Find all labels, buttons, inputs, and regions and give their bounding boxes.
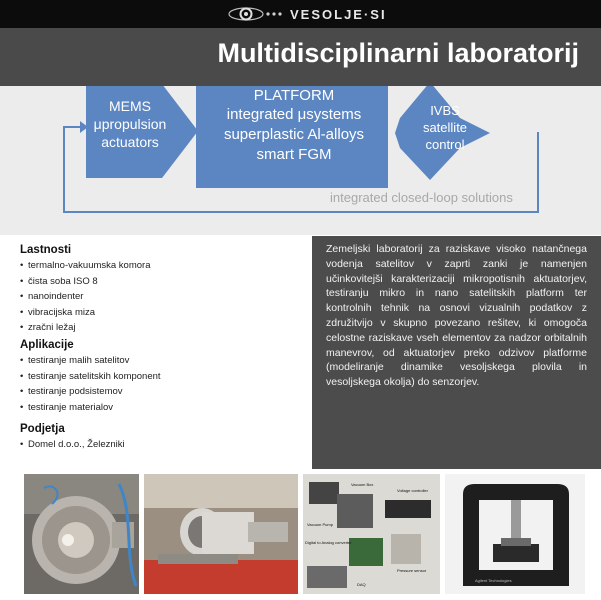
vacuum-chamber-image xyxy=(24,474,139,594)
podjetja-heading: Podjetja xyxy=(20,423,65,436)
list-item: • termalno-vakuumska komora xyxy=(20,258,300,274)
lab-setup-image xyxy=(303,474,440,594)
box-center-line: smart FGM xyxy=(256,146,332,163)
box-right-line: satellite xyxy=(422,120,468,135)
aplikacije-heading: Aplikacije xyxy=(20,338,74,351)
list-item: • zračni ležaj xyxy=(20,320,300,336)
list-item: • testiranje satelitskih komponent xyxy=(20,369,300,385)
lastnosti-heading: Lastnosti xyxy=(20,244,72,256)
top-bar xyxy=(0,0,601,28)
lab-label: Voltage controller xyxy=(397,488,428,493)
nanoindenter-brand: Agilent Technologies xyxy=(475,578,512,583)
box-right-line: IVBS xyxy=(430,103,460,118)
lab-label: Digital to Analog converter xyxy=(305,540,352,545)
list-item: • testiranje podsistemov xyxy=(20,384,300,400)
loop-label: integrated closed-loop solutions xyxy=(330,190,513,205)
podjetja-list xyxy=(20,437,300,453)
list-item: • testiranje materialov xyxy=(20,400,300,416)
photo-strip xyxy=(24,474,590,600)
box-center-line: integrated μsystems xyxy=(226,106,362,123)
description-text: Zemeljski laboratorij za raziskave visoko natančnega vodenja satelitov v zaprti zanki je namenjen učinkovitejši karakterizaciji mikropotisnih aktuatorjev, testiranju mikro in nano satelitskih platform ter kontrolnih tehnik na osnovi vizualnih podatkov z združitvijo v skupno povezano rešitev, ki omogoča celostne raziskave vseh elementov za nadzor orbitalnih manevrov, od aktuatorjev preko odzivov platforme (modeliranje dinamike vesoljskega plovila in vesoljskega okolja) do senzorjev. xyxy=(326,243,587,389)
photo-nanoindenter[interactable] xyxy=(445,474,585,594)
aplikacije-list xyxy=(20,353,300,415)
box-center-line: superplastic Al-alloys xyxy=(223,126,365,143)
title-bar xyxy=(0,28,601,86)
box-left-line: MEMS xyxy=(109,98,151,114)
site-logo[interactable] xyxy=(226,3,387,25)
list-item: • testiranje malih satelitov xyxy=(20,353,300,369)
description-panel xyxy=(312,236,601,469)
list-item: • vibracijska miza xyxy=(20,305,300,321)
brand-name: VESOLJE·SI xyxy=(290,6,387,22)
hero-banner xyxy=(0,28,601,235)
box-right-line: control xyxy=(425,137,465,152)
photo-vacuum-chamber[interactable] xyxy=(24,474,139,594)
lab-label: Pressure sensor xyxy=(397,568,427,573)
nanoindenter-image xyxy=(445,474,585,594)
list-item: • čista soba ISO 8 xyxy=(20,274,300,290)
features-panel xyxy=(20,244,300,456)
photo-test-rig[interactable] xyxy=(144,474,298,594)
box-center-line: PLATFORM xyxy=(253,87,335,104)
page-title: Multidisciplinarni laboratorij xyxy=(217,38,579,68)
lab-label: Vacuum Pump xyxy=(307,522,333,527)
satellite-orbit-logo-icon xyxy=(226,3,282,25)
box-left-line: actuators xyxy=(101,134,159,150)
list-item: • Domel d.o.o., Železniki xyxy=(20,437,300,453)
test-rig-image xyxy=(144,474,298,594)
box-left-line: μpropulsion xyxy=(93,116,167,132)
photo-lab-setup[interactable] xyxy=(303,474,440,594)
list-item: • nanoindenter xyxy=(20,289,300,305)
lastnosti-list xyxy=(20,258,300,336)
lab-label: Vacuum Box xyxy=(351,482,374,487)
lab-label: DAQ xyxy=(357,582,366,587)
